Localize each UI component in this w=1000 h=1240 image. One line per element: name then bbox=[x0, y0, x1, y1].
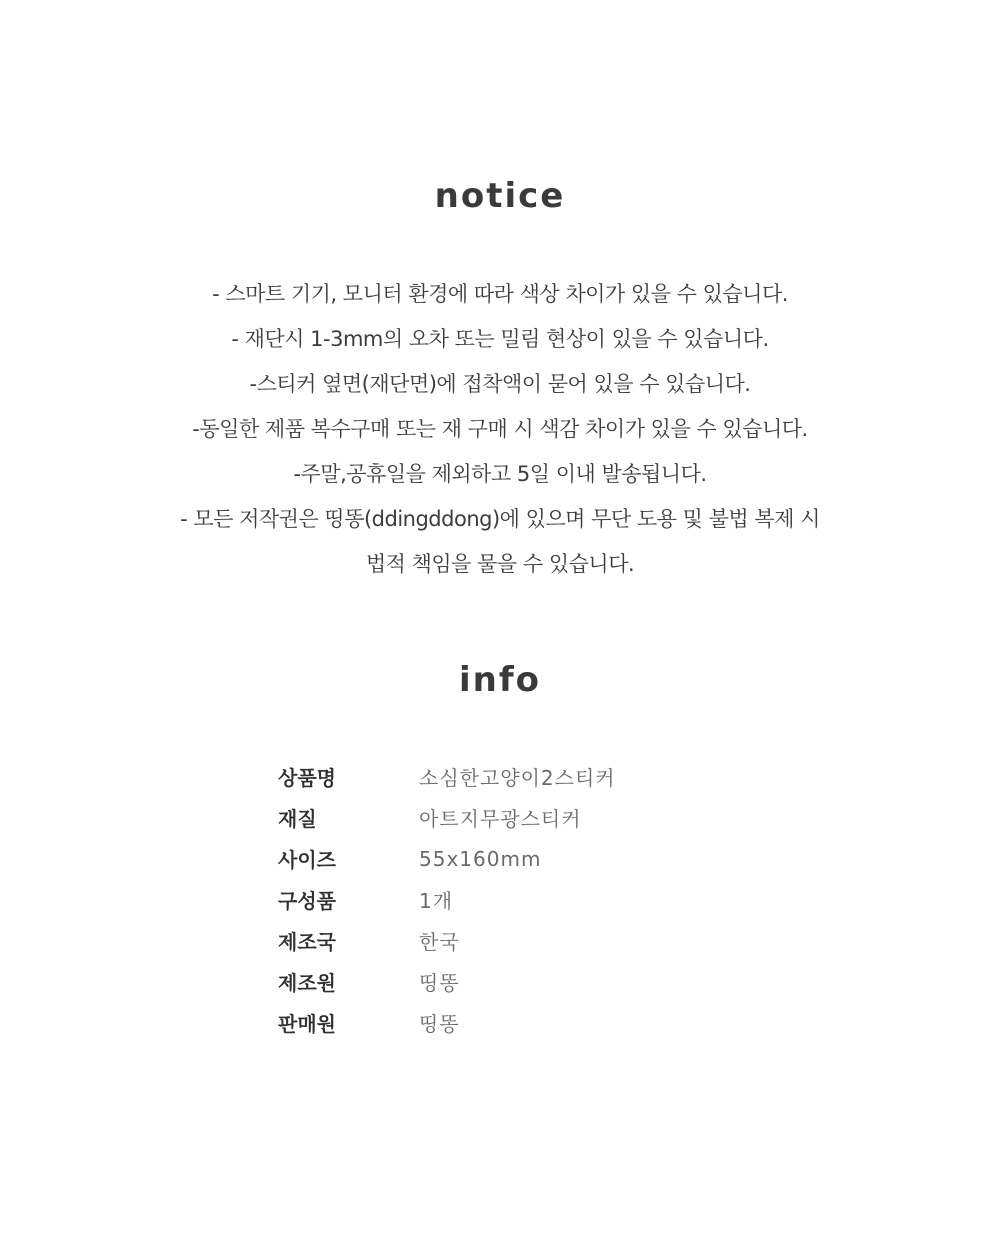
info-value: 아트지무광스티커 bbox=[419, 807, 582, 831]
product-info-table bbox=[278, 756, 616, 1043]
info-value: 55x160mm bbox=[419, 846, 542, 871]
notice-line: -주말,공휴일을 제외하고 5일 이내 발송됩니다. bbox=[293, 462, 707, 486]
info-heading: info bbox=[458, 660, 541, 700]
info-label: 상품명 bbox=[278, 766, 336, 790]
info-value: 1개 bbox=[419, 889, 454, 913]
info-row-material bbox=[278, 797, 616, 838]
info-value: 띵똥 bbox=[419, 971, 460, 995]
info-row-seller bbox=[278, 1002, 616, 1043]
info-row-components bbox=[278, 879, 616, 920]
notice-heading: notice bbox=[434, 176, 566, 216]
info-label: 제조원 bbox=[278, 971, 336, 995]
notice-list bbox=[0, 272, 1000, 587]
info-row-product-name bbox=[278, 756, 616, 797]
info-label: 구성품 bbox=[278, 889, 336, 913]
info-label: 재질 bbox=[278, 807, 317, 831]
info-value: 소심한고양이2스티커 bbox=[419, 766, 616, 790]
info-value: 띵똥 bbox=[419, 1012, 460, 1036]
notice-line: - 재단시 1-3mm의 오차 또는 밀림 현상이 있을 수 있습니다. bbox=[231, 327, 769, 351]
notice-line: - 스마트 기기, 모니터 환경에 따라 색상 차이가 있을 수 있습니다. bbox=[212, 282, 788, 306]
notice-line: 법적 책임을 물을 수 있습니다. bbox=[365, 552, 635, 576]
info-row-size bbox=[278, 838, 616, 879]
info-value: 한국 bbox=[419, 930, 460, 954]
info-row-manufacturer bbox=[278, 961, 616, 1002]
notice-line: -스티커 옆면(재단면)에 접착액이 묻어 있을 수 있습니다. bbox=[249, 372, 751, 396]
notice-line: -동일한 제품 복수구매 또는 재 구매 시 색감 차이가 있을 수 있습니다. bbox=[192, 417, 808, 441]
info-label: 제조국 bbox=[278, 930, 336, 954]
info-row-country bbox=[278, 920, 616, 961]
info-label: 사이즈 bbox=[278, 848, 336, 872]
info-label: 판매원 bbox=[278, 1012, 336, 1036]
notice-line: - 모든 저작권은 띵똥(ddingddong)에 있으며 무단 도용 및 불법 복제 시 bbox=[180, 507, 820, 531]
